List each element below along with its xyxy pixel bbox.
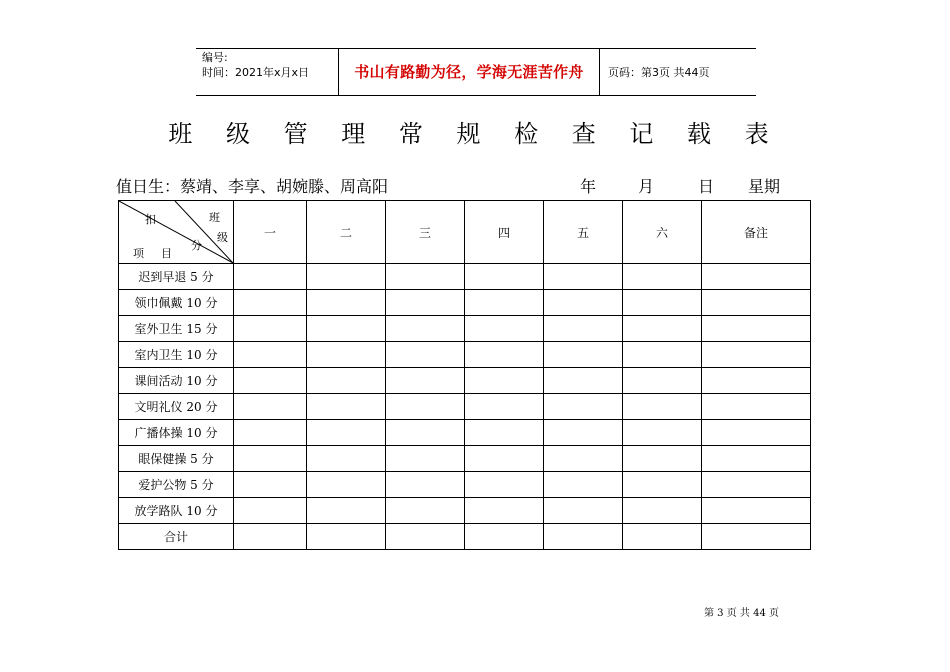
score-cell[interactable] bbox=[465, 368, 544, 394]
row-item-label: 广播体操 10 分 bbox=[119, 420, 234, 446]
score-cell[interactable] bbox=[702, 264, 811, 290]
score-cell[interactable] bbox=[234, 524, 307, 550]
score-cell[interactable] bbox=[307, 368, 386, 394]
row-item-label: 课间活动 10 分 bbox=[119, 368, 234, 394]
score-cell[interactable] bbox=[307, 498, 386, 524]
score-cell[interactable] bbox=[702, 342, 811, 368]
row-item-label: 室内卫生 10 分 bbox=[119, 342, 234, 368]
table-row bbox=[119, 368, 811, 394]
year-label: 年 bbox=[580, 177, 597, 196]
table-row bbox=[119, 290, 811, 316]
score-cell[interactable] bbox=[307, 264, 386, 290]
score-cell[interactable] bbox=[234, 316, 307, 342]
score-cell[interactable] bbox=[623, 472, 702, 498]
header-left bbox=[202, 50, 309, 80]
row-item-label: 爱护公物 5 分 bbox=[119, 472, 234, 498]
score-cell[interactable] bbox=[307, 472, 386, 498]
table-row bbox=[119, 264, 811, 290]
score-cell[interactable] bbox=[307, 446, 386, 472]
table-row bbox=[119, 420, 811, 446]
table-row bbox=[119, 524, 811, 550]
corner-fen: 分 bbox=[191, 239, 202, 252]
col-header: 二 bbox=[307, 201, 386, 264]
score-cell[interactable] bbox=[623, 446, 702, 472]
score-cell[interactable] bbox=[386, 472, 465, 498]
motto: 书山有路勤为径，学海无涯苦作舟 bbox=[354, 63, 584, 81]
score-cell[interactable] bbox=[465, 446, 544, 472]
score-cell[interactable] bbox=[702, 290, 811, 316]
score-cell[interactable] bbox=[386, 368, 465, 394]
table-row bbox=[119, 472, 811, 498]
row-item-label: 眼保健操 5 分 bbox=[119, 446, 234, 472]
corner-kou: 扣 bbox=[145, 213, 156, 226]
score-cell[interactable] bbox=[623, 420, 702, 446]
score-cell[interactable] bbox=[307, 290, 386, 316]
score-cell[interactable] bbox=[386, 420, 465, 446]
score-cell[interactable] bbox=[386, 498, 465, 524]
score-cell[interactable] bbox=[386, 394, 465, 420]
table-row bbox=[119, 342, 811, 368]
score-cell[interactable] bbox=[234, 264, 307, 290]
table-row bbox=[119, 316, 811, 342]
duty-students: 值日生：蔡靖、李享、胡婉滕、周高阳 bbox=[116, 177, 389, 196]
table-row bbox=[119, 394, 811, 420]
corner-xiang: 项 bbox=[133, 247, 144, 260]
month-label: 月 bbox=[638, 177, 655, 196]
day-label: 日 bbox=[698, 177, 715, 196]
score-cell[interactable] bbox=[544, 316, 623, 342]
score-cell[interactable] bbox=[307, 420, 386, 446]
score-cell[interactable] bbox=[386, 342, 465, 368]
page-footer: 第 3 页 共 44 页 bbox=[704, 608, 779, 619]
row-item-label: 室外卫生 15 分 bbox=[119, 316, 234, 342]
document-header bbox=[196, 48, 756, 96]
score-cell[interactable] bbox=[623, 290, 702, 316]
time-label: 时间：2021年x月x日 bbox=[202, 66, 310, 79]
score-cell[interactable] bbox=[702, 316, 811, 342]
corner-mu: 目 bbox=[161, 247, 172, 260]
score-cell[interactable] bbox=[465, 290, 544, 316]
score-cell[interactable] bbox=[544, 368, 623, 394]
score-cell[interactable] bbox=[465, 524, 544, 550]
score-cell[interactable] bbox=[702, 472, 811, 498]
score-cell[interactable] bbox=[623, 524, 702, 550]
col-header: 一 bbox=[234, 201, 307, 264]
row-item-label: 文明礼仪 20 分 bbox=[119, 394, 234, 420]
score-cell[interactable] bbox=[234, 342, 307, 368]
score-cell[interactable] bbox=[702, 368, 811, 394]
score-cell[interactable] bbox=[544, 420, 623, 446]
score-cell[interactable] bbox=[307, 394, 386, 420]
score-cell[interactable] bbox=[544, 264, 623, 290]
row-item-label: 放学路队 10 分 bbox=[119, 498, 234, 524]
header-bottom-rule bbox=[196, 95, 756, 96]
score-cell[interactable] bbox=[465, 342, 544, 368]
score-cell[interactable] bbox=[465, 498, 544, 524]
score-cell[interactable] bbox=[702, 394, 811, 420]
score-cell[interactable] bbox=[234, 446, 307, 472]
score-cell[interactable] bbox=[623, 368, 702, 394]
score-cell[interactable] bbox=[623, 264, 702, 290]
score-cell[interactable] bbox=[623, 342, 702, 368]
score-cell[interactable] bbox=[234, 420, 307, 446]
score-cell[interactable] bbox=[623, 394, 702, 420]
corner-ban: 班 bbox=[209, 211, 220, 224]
score-cell[interactable] bbox=[623, 498, 702, 524]
table-row bbox=[119, 498, 811, 524]
score-cell[interactable] bbox=[465, 472, 544, 498]
score-cell[interactable] bbox=[702, 498, 811, 524]
table-row bbox=[119, 446, 811, 472]
serial-number-label: 编号: bbox=[202, 51, 228, 64]
score-cell[interactable] bbox=[465, 316, 544, 342]
score-cell[interactable] bbox=[386, 524, 465, 550]
score-cell[interactable] bbox=[234, 394, 307, 420]
score-cell[interactable] bbox=[465, 394, 544, 420]
score-cell[interactable] bbox=[544, 394, 623, 420]
corner-cell bbox=[119, 201, 234, 264]
score-cell[interactable] bbox=[234, 368, 307, 394]
score-cell[interactable] bbox=[386, 264, 465, 290]
corner-ji: 级 bbox=[217, 231, 228, 244]
table-header-row bbox=[119, 201, 811, 264]
col-header: 四 bbox=[465, 201, 544, 264]
score-cell[interactable] bbox=[234, 472, 307, 498]
score-cell[interactable] bbox=[702, 524, 811, 550]
col-header: 六 bbox=[623, 201, 702, 264]
score-cell[interactable] bbox=[386, 290, 465, 316]
score-cell[interactable] bbox=[544, 498, 623, 524]
row-item-label: 合计 bbox=[119, 524, 234, 550]
score-cell[interactable] bbox=[307, 342, 386, 368]
header-page-info: 页码：第3页 共44页 bbox=[608, 65, 710, 79]
score-cell[interactable] bbox=[544, 290, 623, 316]
col-header: 三 bbox=[386, 201, 465, 264]
inspection-table bbox=[118, 200, 811, 550]
score-cell[interactable] bbox=[386, 316, 465, 342]
score-cell[interactable] bbox=[465, 264, 544, 290]
score-cell[interactable] bbox=[623, 316, 702, 342]
page-title: 班 级 管 理 常 规 检 查 记 载 表 bbox=[168, 120, 782, 148]
score-cell[interactable] bbox=[544, 342, 623, 368]
score-cell[interactable] bbox=[234, 498, 307, 524]
score-cell[interactable] bbox=[544, 446, 623, 472]
weekday-label: 星期 bbox=[748, 177, 781, 196]
score-cell[interactable] bbox=[702, 446, 811, 472]
row-item-label: 迟到早退 5 分 bbox=[119, 264, 234, 290]
col-header: 备注 bbox=[702, 201, 811, 264]
score-cell[interactable] bbox=[544, 524, 623, 550]
row-item-label: 领巾佩戴 10 分 bbox=[119, 290, 234, 316]
col-header: 五 bbox=[544, 201, 623, 264]
table-body bbox=[119, 264, 811, 550]
score-cell[interactable] bbox=[307, 524, 386, 550]
score-cell[interactable] bbox=[544, 472, 623, 498]
score-cell[interactable] bbox=[386, 446, 465, 472]
score-cell[interactable] bbox=[307, 316, 386, 342]
score-cell[interactable] bbox=[465, 420, 544, 446]
score-cell[interactable] bbox=[234, 290, 307, 316]
score-cell[interactable] bbox=[702, 420, 811, 446]
